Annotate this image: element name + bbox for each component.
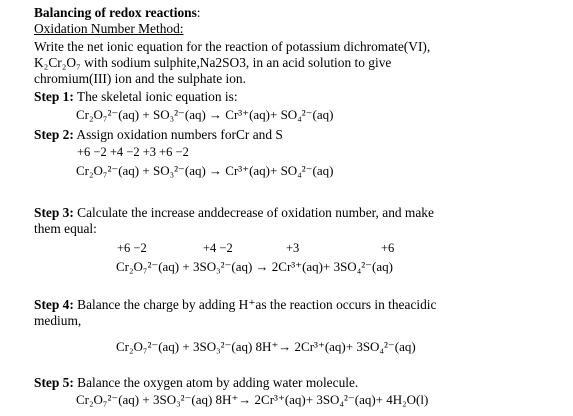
title-text: Balancing of redox reactions: [34, 5, 197, 20]
step-5-label: Step 5:: [34, 375, 74, 390]
step-4-label: Step 4:: [34, 297, 74, 312]
intro-line-1: Write the net ionic equation for the reaction of potassium dichromate(VI),: [34, 39, 431, 54]
step-1-text: The skeletal ionic equation is:: [76, 89, 238, 104]
step-5-heading: [34, 376, 358, 389]
step-1-heading: [34, 90, 238, 103]
method-subtitle: Oxidation Number Method:: [34, 21, 184, 36]
step-3-heading: [34, 206, 434, 219]
page-title: [34, 6, 201, 19]
step-3-text-2: them equal:: [34, 221, 97, 236]
intro-line-3: chromium(III) ion and the sulphate ion.: [34, 71, 246, 86]
step-1-equation: Cr₂O₇²⁻(aq) + SO₃²⁻(aq) → Cr³⁺(aq)+ SO₄²⁻(aq): [76, 107, 334, 122]
step-4-equation: Cr₂O₇²⁻(aq) + 3SO₃²⁻(aq) 8H⁺→ 2Cr³⁺(aq)+ 3SO₄²⁻(aq): [116, 339, 416, 354]
step-3-ox-c: +3: [286, 241, 300, 255]
step-5-text: Balance the oxygen atom by adding water molecule.: [77, 375, 359, 390]
step-5-equation: Cr₂O₇²⁻(aq) + 3SO₃²⁻(aq) 8H⁺→ 2Cr³⁺(aq)+ 3SO₄²⁻(aq)+ 4H₂O(l): [76, 392, 429, 407]
intro-line-2-text: with sodium sulphite,Na2SO3, in an acid solution to give: [84, 55, 392, 70]
step-2-equation: Cr₂O₇²⁻(aq) + SO₃²⁻(aq) → Cr³⁺(aq)+ SO₄²⁻(aq): [76, 163, 334, 178]
step-3-ox-b: +4 −2: [203, 241, 233, 255]
step-3-text: Calculate the increase anddecrease of oxidation number, and make: [77, 205, 434, 220]
intro-line-2: [34, 56, 391, 69]
title-colon: :: [196, 5, 201, 20]
step-3-ox-a: +6 −2: [117, 241, 147, 255]
step-3-equation: Cr₂O₇²⁻(aq) + 3SO₃²⁻(aq) → 2Cr³⁺(aq)+ 3SO₄²⁻(aq): [116, 259, 393, 274]
step-3-label: Step 3:: [34, 205, 74, 220]
step-4-text-2: medium,: [34, 313, 82, 328]
step-2-heading: [34, 128, 283, 141]
step-4-heading: [34, 298, 436, 311]
step-2-label: Step 2:: [34, 127, 74, 142]
step-4-text: Balance the charge by adding H⁺as the reaction occurs in theacidic: [77, 297, 437, 312]
step-2-text: Assign oxidation numbers forCr and S: [76, 127, 283, 142]
step-1-label: Step 1:: [34, 89, 74, 104]
step-3-ox-d: +6: [381, 241, 395, 255]
step-2-oxidation-numbers: +6 −2 +4 −2 +3 +6 −2: [77, 145, 189, 159]
intro-formula: K₂Cr₂O₇: [34, 55, 81, 70]
